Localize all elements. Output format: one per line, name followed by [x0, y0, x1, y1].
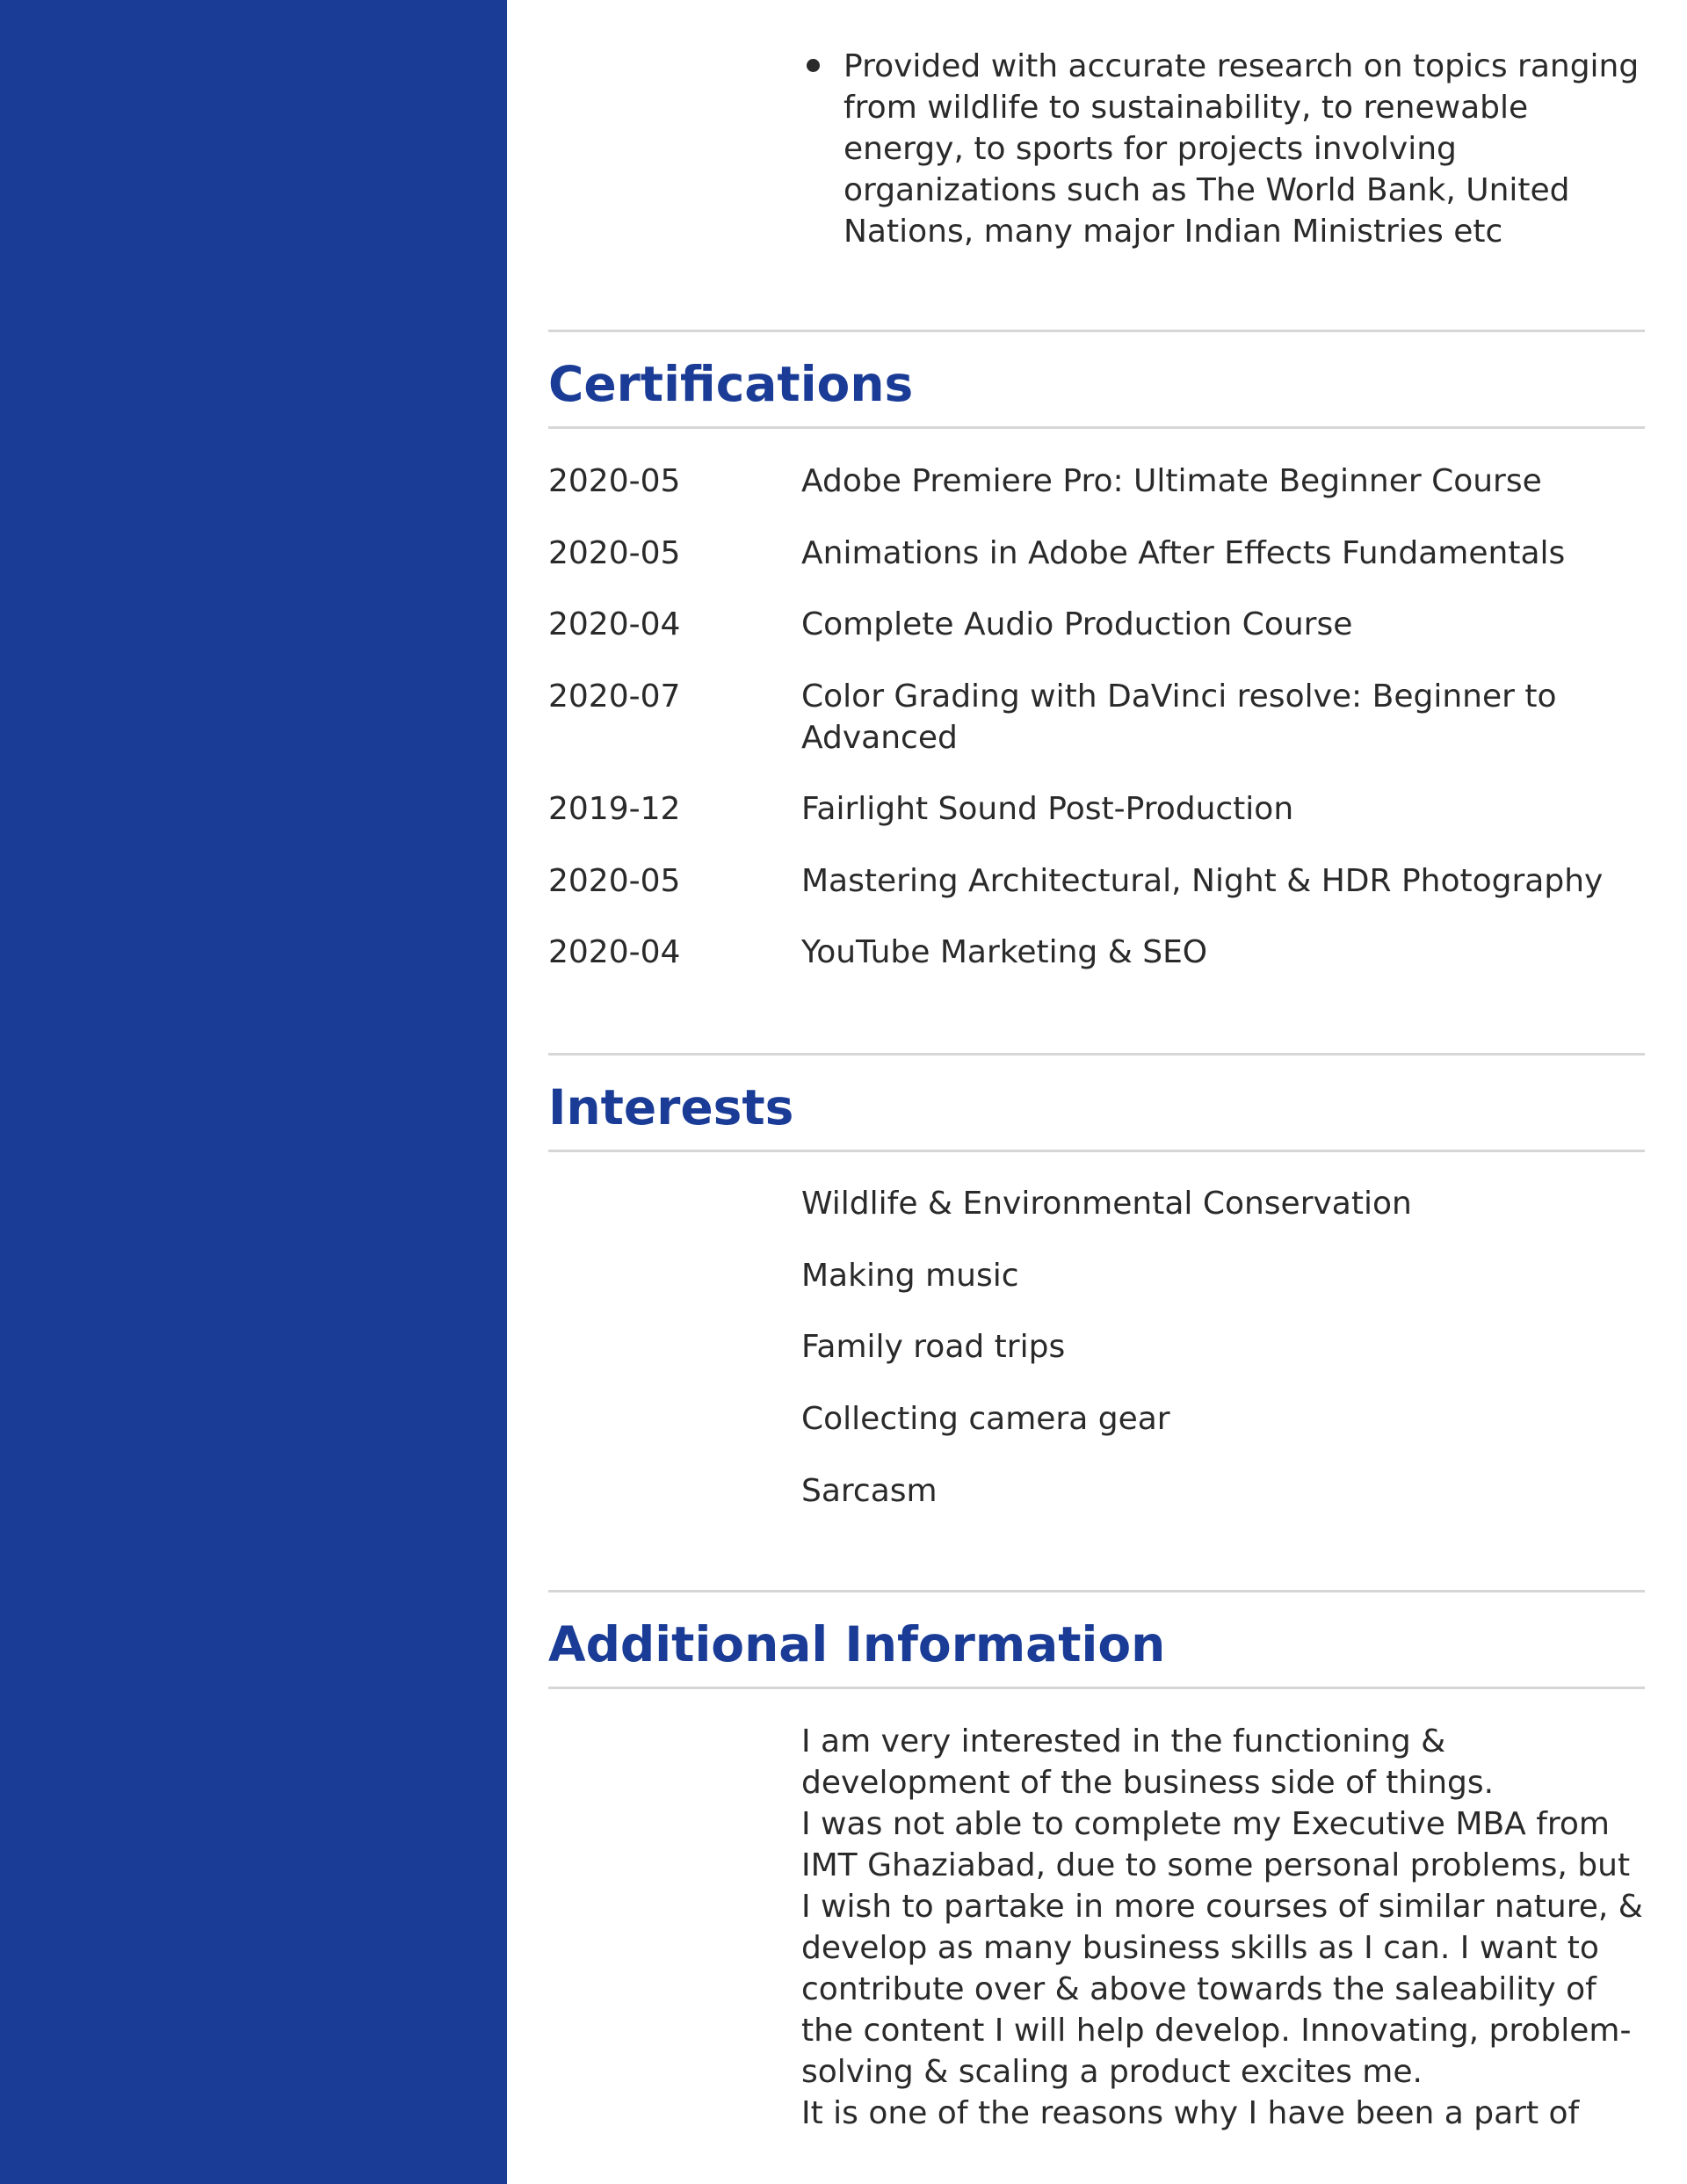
sidebar-panel: [0, 0, 507, 2184]
certification-name: Complete Audio Production Course: [801, 606, 1353, 642]
certifications-heading: Certifications: [548, 356, 914, 412]
certification-date: 2020-04: [548, 606, 681, 642]
interest-text: Collecting camera gear: [801, 1401, 1170, 1437]
certification-date: 2020-04: [548, 934, 681, 970]
section-divider: [548, 1687, 1645, 1689]
certification-name: Color Grading with DaVinci resolve: Beginner to Advanced: [801, 678, 1557, 756]
additional-info-paragraph: It is one of the reasons why I have been a part of: [801, 2095, 1580, 2131]
interest-text: Sarcasm: [801, 1473, 938, 1509]
certification-date: 2020-07: [548, 678, 681, 715]
interest-text: Making music: [801, 1258, 1019, 1294]
certification-date: 2020-05: [548, 463, 681, 499]
interest-text: Wildlife & Environmental Conservation: [801, 1186, 1412, 1222]
interest-text: Family road trips: [801, 1329, 1066, 1365]
certification-name: Mastering Architectural, Night & HDR Photography: [801, 863, 1604, 899]
experience-bullet-list: [801, 46, 1645, 252]
bullet-icon: [807, 59, 820, 72]
certification-name: Animations in Adobe After Effects Fundamentals: [801, 535, 1566, 571]
section-divider: [548, 1053, 1645, 1056]
section-divider: [548, 1150, 1645, 1152]
additional-info-heading: Additional Information: [548, 1616, 1166, 1672]
certification-name: YouTube Marketing & SEO: [801, 934, 1208, 970]
experience-bullet-text: Provided with accurate research on topics ranging from wildlife to sustainability, to renewable energy, to sports for projects involving organizations such as The World Bank, United Nations, many major Indian Ministries etc: [844, 48, 1640, 250]
section-divider: [548, 330, 1645, 332]
additional-info-text: [801, 1721, 1645, 2134]
additional-info-paragraph: I am very interested in the functioning & development of the business side of things.: [801, 1723, 1495, 1801]
section-divider: [548, 426, 1645, 429]
certification-name: Adobe Premiere Pro: Ultimate Beginner Course: [801, 463, 1542, 499]
certification-date: 2020-05: [548, 863, 681, 899]
certification-name: Fairlight Sound Post-Production: [801, 791, 1294, 827]
interests-heading: Interests: [548, 1079, 794, 1136]
experience-bullet: [801, 46, 1645, 252]
section-divider: [548, 1590, 1645, 1593]
certification-date: 2020-05: [548, 535, 681, 571]
certification-date: 2019-12: [548, 791, 681, 827]
additional-info-paragraph: I was not able to complete my Executive MBA from IMT Ghaziabad, due to some personal problems, but I wish to partake in more courses of similar nature, & develop as many business skills as I can. I want to contribute over & above towards the saleability of the content I will help develop. Innovating, problem-solving & scaling a product excites me.: [801, 1806, 1643, 2090]
